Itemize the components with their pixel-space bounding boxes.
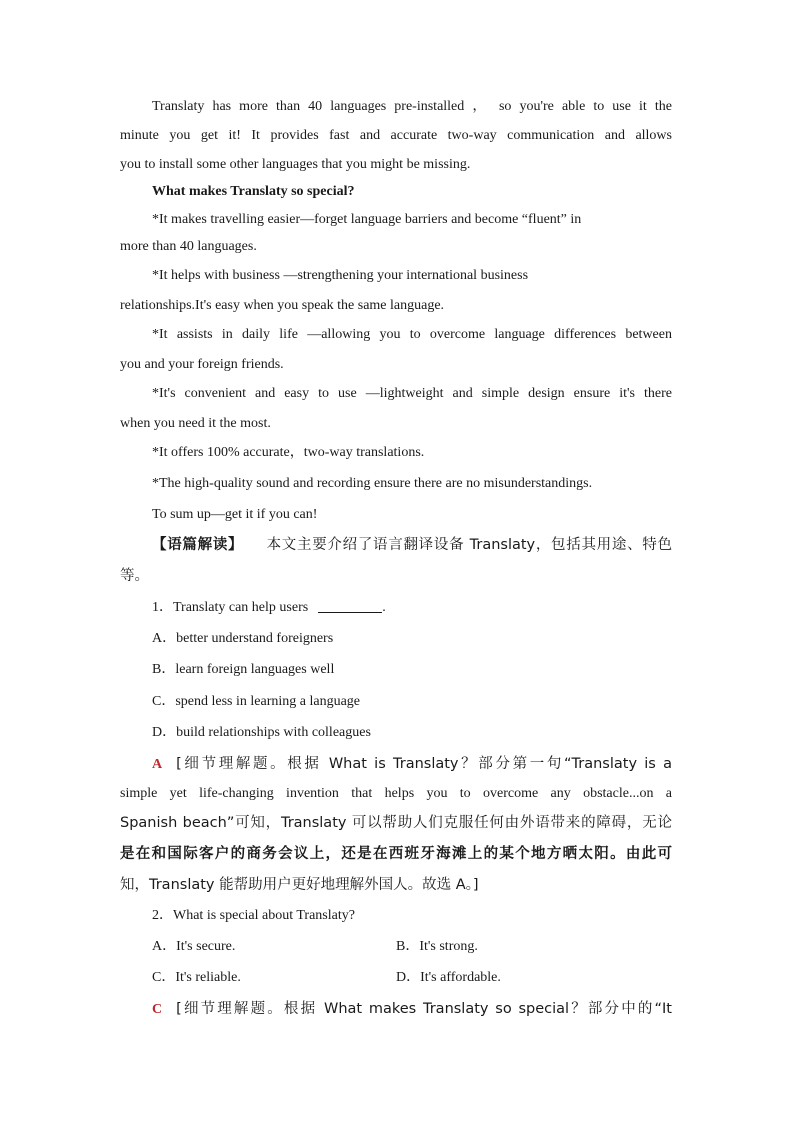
q2-options-row-1 bbox=[152, 937, 672, 957]
option-b: B．learn foreign languages well bbox=[152, 662, 335, 677]
explanation-line: Spanish beach”可知，Translaty 可以帮助人们克服任何由外语带来的障碍，无论 bbox=[120, 815, 672, 831]
option-d: D．build relationships with colleagues bbox=[152, 725, 371, 740]
reading-label: 【语篇解读】 bbox=[152, 537, 244, 553]
explanation-text: [细节理解题。根据 What makes Translaty so special？部分中的“It bbox=[176, 1001, 672, 1017]
passage-line: Translaty has more than 40 languages pre-installed ， so you're able to use it the bbox=[152, 99, 672, 114]
bullet-line: more than 40 languages. bbox=[120, 239, 257, 254]
bullet-line: relationships.It's easy when you speak the same language. bbox=[120, 298, 445, 313]
option-c: C．It's reliable. bbox=[152, 970, 241, 985]
reading-summary bbox=[152, 535, 672, 555]
question-tail: . bbox=[382, 600, 386, 615]
answer-letter: A bbox=[152, 757, 163, 772]
bullet-line: *The high-quality sound and recording ensure there are no misunderstandings. bbox=[152, 476, 593, 491]
explanation-line: simple yet life-changing invention that helps you to overcome any obstacle...on a bbox=[120, 786, 672, 801]
reading-text-cont: 等。 bbox=[120, 568, 149, 584]
option-c: C．spend less in learning a language bbox=[152, 694, 361, 709]
explanation-line bbox=[152, 754, 672, 775]
explanation-line: 知，Translaty 能帮助用户更好地理解外国人。故选 A。] bbox=[120, 877, 479, 893]
option-a: A．better understand foreigners bbox=[152, 631, 334, 646]
bullet-line: you and your foreign friends. bbox=[120, 357, 284, 372]
section-heading: What makes Translaty so special? bbox=[152, 184, 355, 199]
option-d: D．It's affordable. bbox=[396, 970, 501, 985]
option-b: B．It's strong. bbox=[396, 939, 478, 954]
question-1-stem bbox=[152, 598, 672, 618]
q2-options-row-2 bbox=[152, 968, 672, 988]
closing-line: To sum up—get it if you can! bbox=[152, 507, 318, 522]
bullet-line: *It makes travelling easier—forget language barriers and become “fluent” in bbox=[152, 212, 582, 227]
answer-letter: C bbox=[152, 1002, 163, 1017]
option-a: A．It's secure. bbox=[152, 939, 236, 954]
bullet-line: *It helps with business —strengthening your international business bbox=[152, 268, 529, 283]
bullet-line: *It's convenient and easy to use —lightweight and simple design ensure it's there bbox=[152, 386, 672, 401]
bullet-line: *It offers 100% accurate，two-way translations. bbox=[152, 445, 425, 460]
passage-line: you to install some other languages that you might be missing. bbox=[120, 157, 471, 172]
question-text: 1．Translaty can help users bbox=[152, 600, 309, 615]
passage-line: minute you get it! It provides fast and accurate two-way communication and allows bbox=[120, 128, 672, 143]
explanation-line bbox=[152, 999, 672, 1020]
reading-text: 本文主要介绍了语言翻译设备 Translaty，包括其用途、特色 bbox=[266, 537, 673, 553]
explanation-text: [细节理解题。根据 What is Translaty？部分第一句“Translaty is a bbox=[176, 756, 672, 772]
bullet-line: *It assists in daily life —allowing you to overcome language differences between bbox=[152, 327, 672, 342]
question-2-stem: 2．What is special about Translaty? bbox=[152, 908, 355, 923]
bullet-line: when you need it the most. bbox=[120, 416, 271, 431]
answer-blank bbox=[318, 598, 382, 613]
explanation-line: 是在和国际客户的商务会议上，还是在西班牙海滩上的某个地方晒太阳。由此可 bbox=[120, 846, 672, 862]
